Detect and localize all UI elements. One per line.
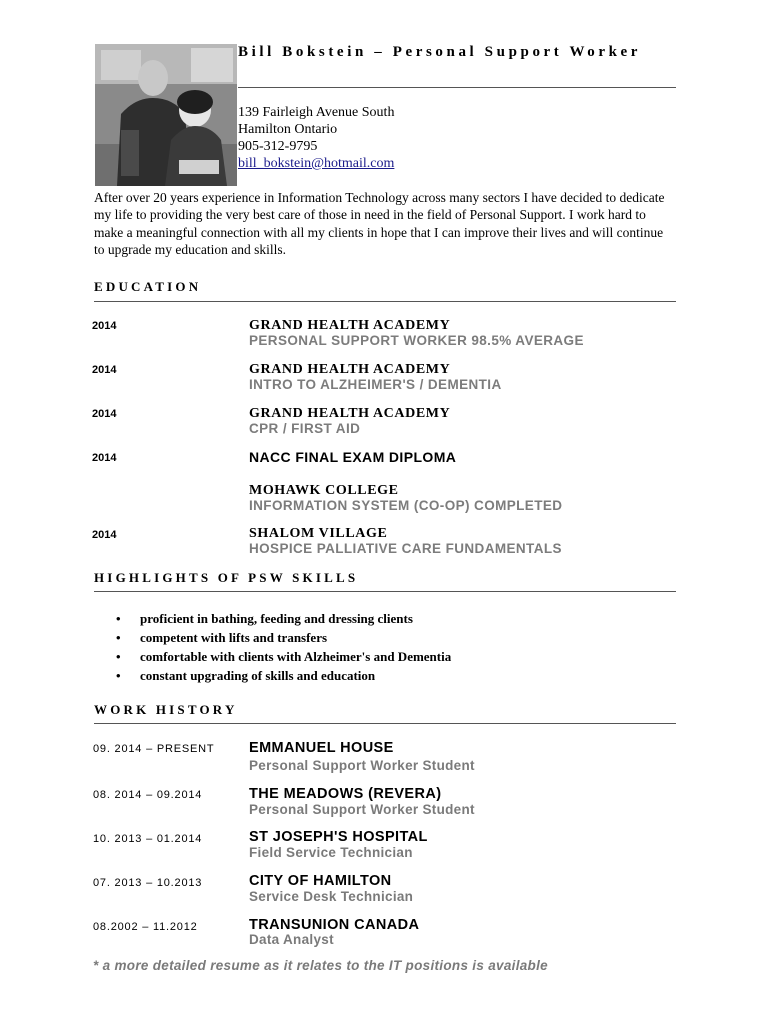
work-role: Service Desk Technician (249, 889, 414, 904)
education-institution: NACC FINAL EXAM DIPLOMA (249, 449, 457, 465)
education-institution: GRAND HEALTH ACADEMY (249, 318, 451, 333)
bullet-icon: • (116, 611, 121, 626)
work-divider (94, 723, 676, 724)
address-line-2: Hamilton Ontario (238, 122, 338, 137)
bullet-icon: • (116, 668, 121, 683)
work-heading: WORK HISTORY (94, 702, 238, 717)
skill-text: proficient in bathing, feeding and dressing clients (140, 611, 413, 626)
intro-paragraph: After over 20 years experience in Information Technology across many sectors I have decided to dedicate my life to providing the very best care of those in need in the field of Personal Support. I work hard to make a meaningful connection with all my clients in hope that I can improve their lives and will continue to upgrade my education and skills. (94, 190, 665, 257)
work-role: Field Service Technician (249, 845, 413, 860)
education-institution: GRAND HEALTH ACADEMY (249, 362, 451, 377)
phone-number: 905-312-9795 (238, 139, 318, 154)
skills-divider (94, 591, 676, 592)
work-employer: THE MEADOWS (REVERA) (249, 786, 442, 802)
education-institution: GRAND HEALTH ACADEMY (249, 406, 451, 421)
education-heading: EDUCATION (94, 279, 202, 294)
work-role: Data Analyst (249, 932, 334, 947)
education-divider (94, 301, 676, 302)
skills-list (112, 609, 451, 685)
address-line-1: 139 Fairleigh Avenue South (238, 105, 395, 120)
work-employer: ST JOSEPH'S HOSPITAL (249, 829, 428, 845)
list-item (112, 647, 451, 666)
education-year: 2014 (92, 452, 117, 464)
list-item (112, 609, 451, 628)
header-divider (238, 87, 676, 88)
work-dates: 10. 2013 – 01.2014 (93, 833, 203, 845)
footnote: * a more detailed resume as it relates to the IT positions is available (93, 958, 548, 973)
work-dates: 07. 2013 – 10.2013 (93, 877, 203, 889)
education-course: PERSONAL SUPPORT WORKER 98.5% AVERAGE (249, 333, 584, 348)
education-year: 2014 (92, 408, 117, 420)
bullet-icon: • (116, 630, 121, 645)
skill-text: comfortable with clients with Alzheimer's and Dementia (140, 649, 452, 664)
education-year: 2014 (92, 320, 117, 332)
education-course: CPR / FIRST AID (249, 421, 361, 436)
email-link[interactable]: bill_bokstein@hotmail.com (238, 156, 395, 171)
contact-block (238, 104, 394, 172)
list-item (112, 628, 451, 647)
education-course: INFORMATION SYSTEM (CO-OP) COMPLETED (249, 498, 563, 513)
work-employer: CITY OF HAMILTON (249, 873, 392, 889)
education-course: HOSPICE PALLIATIVE CARE FUNDAMENTALS (249, 541, 562, 556)
skill-text: competent with lifts and transfers (140, 630, 328, 645)
skill-text: constant upgrading of skills and education (140, 668, 376, 683)
work-dates: 08. 2014 – 09.2014 (93, 789, 203, 801)
skills-heading: HIGHLIGHTS OF PSW SKILLS (94, 570, 359, 585)
education-year: 2014 (92, 529, 117, 541)
work-employer: EMMANUEL HOUSE (249, 740, 394, 756)
work-employer: TRANSUNION CANADA (249, 917, 420, 933)
education-institution: SHALOM VILLAGE (249, 526, 388, 541)
education-course: INTRO TO ALZHEIMER'S / DEMENTIA (249, 377, 502, 392)
profile-photo (95, 44, 237, 186)
education-institution: MOHAWK COLLEGE (249, 483, 399, 498)
work-dates: 09. 2014 – PRESENT (93, 743, 215, 755)
education-year: 2014 (92, 364, 117, 376)
candidate-name: Bill Bokstein – Personal Support Worker (238, 44, 642, 60)
list-item (112, 666, 451, 685)
work-dates: 08.2002 – 11.2012 (93, 921, 198, 933)
work-role: Personal Support Worker Student (249, 802, 475, 817)
work-role: Personal Support Worker Student (249, 758, 475, 773)
bullet-icon: • (116, 649, 121, 664)
